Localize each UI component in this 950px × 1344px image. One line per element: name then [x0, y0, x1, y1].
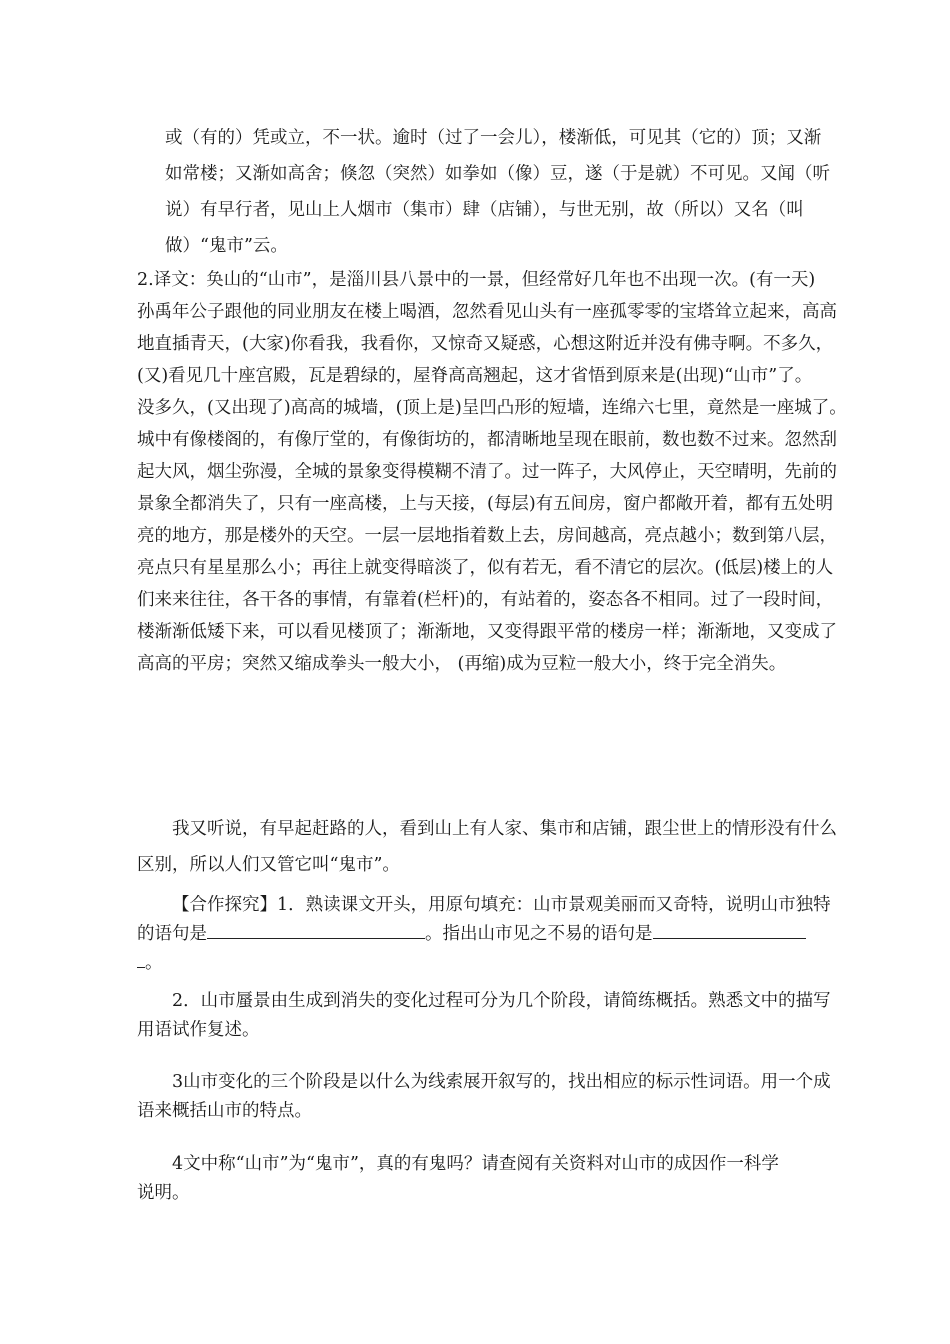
text-line: 没多久，(又出现了)高高的城墙，(顶上是)呈凹凸形的短墙，连绵六七里，竟然是一座城了。	[137, 398, 847, 418]
text-line: 城中有像楼阁的，有像厅堂的，有像街坊的，都清晰地呈现在眼前，数也数不过来。忽然刮	[137, 430, 837, 450]
question-text: 语来概括山市的特点。	[137, 1101, 312, 1121]
text-line: 或（有的）凭或立，不一状。逾时（过了一会儿），楼渐低，可见其（它的）顶；又渐	[165, 128, 822, 148]
text-line: 如常楼；又渐如高舍；倏忽（突然）如拳如（像）豆，遂（于是就）不可见。又闻（听	[165, 164, 830, 184]
text-line: 区别，所以人们又管它叫“鬼市”。	[137, 855, 400, 875]
text-line: 景象全都消失了，只有一座高楼，上与天接，(每层)有五间房，窗户都敞开着，都有五处明	[137, 494, 834, 514]
text-line: 孙禹年公子跟他的同业朋友在楼上喝酒，忽然看见山头有一座孤零零的宝塔耸立起来，高高	[137, 302, 837, 322]
question-1	[137, 891, 831, 978]
question-text	[137, 920, 831, 949]
text-line: 说）有早行者，见山上人烟市（集市）肆（店铺），与世无别，故（所以）又名（叫	[165, 200, 804, 220]
question-text-part: 。	[145, 953, 163, 973]
question-text	[137, 949, 831, 978]
question-2	[137, 987, 831, 1045]
question-text-part: 的语句是	[137, 924, 207, 944]
answer-blank-1[interactable]	[207, 920, 425, 939]
text-line: 楼渐渐低矮下来，可以看见楼顶了；渐渐地，又变得跟平常的楼房一样；渐渐地，又变成了	[137, 622, 837, 642]
text-line: 2.译文：奂山的“山市”，是淄川县八景中的一景，但经常好几年也不出现一次。(有一天)	[137, 270, 816, 290]
text-line: 们来来往往，各干各的事情，有靠着(栏杆)的，有站着的，姿态各不相同。过了一段时间，	[137, 590, 834, 610]
translation-paragraph-2	[137, 811, 837, 883]
text-line: (又)看见几十座宫殿，瓦是碧绿的，屋脊高高翘起，这才省悟到原来是(出现)“山市”了。	[137, 366, 813, 386]
question-text-part: 。指出山市见之不易的语句是	[425, 924, 653, 944]
text-line: 地直插青天，(大家)你看我，我看你，又惊奇又疑惑，心想这附近并没有佛寺啊。不多久，	[137, 334, 834, 354]
question-text: 3山市变化的三个阶段是以什么为线索展开叙写的，找出相应的标示性词语。用一个成	[172, 1072, 831, 1092]
text-line: 起大风，烟尘弥漫，全城的景象变得模糊不清了。过一阵子，大风停止，天空晴明，先前的	[137, 462, 837, 482]
text-line: 亮点只有星星那么小；再往上就变得暗淡了，似有若无，看不清它的层次。(低层)楼上的人	[137, 558, 834, 578]
answer-blank-2-cont[interactable]	[137, 949, 145, 968]
question-text: 【合作探究】1．熟读课文开头，用原句填充：山市景观美丽而又奇特，说明山市独特	[172, 895, 831, 915]
text-line: 高高的平房；突然又缩成拳头一般大小， (再缩)成为豆粒一般大小，终于完全消失。	[137, 654, 787, 674]
text-line: 做）“鬼市”云。	[165, 236, 288, 256]
question-text: 4文中称“山市”为“鬼市”，真的有鬼吗？请查阅有关资料对山市的成因作一科学	[172, 1154, 779, 1174]
question-4	[137, 1150, 779, 1208]
question-text: 2．山市蜃景由生成到消失的变化过程可分为几个阶段，请简练概括。熟悉文中的描写	[172, 991, 831, 1011]
text-line: 亮的地方，那是楼外的天空。一层一层地指着数上去，房间越高，亮点越小；数到第八层，	[137, 526, 837, 546]
text-line: 我又听说，有早起赶路的人，看到山上有人家、集市和店铺，跟尘世上的情形没有什么	[172, 819, 837, 839]
answer-blank-2[interactable]	[653, 920, 806, 939]
question-text: 说明。	[137, 1183, 190, 1203]
question-text: 用语试作复述。	[137, 1020, 260, 1040]
classical-text-annotation	[165, 120, 830, 264]
question-3	[137, 1068, 831, 1126]
translation-paragraph	[137, 264, 847, 680]
